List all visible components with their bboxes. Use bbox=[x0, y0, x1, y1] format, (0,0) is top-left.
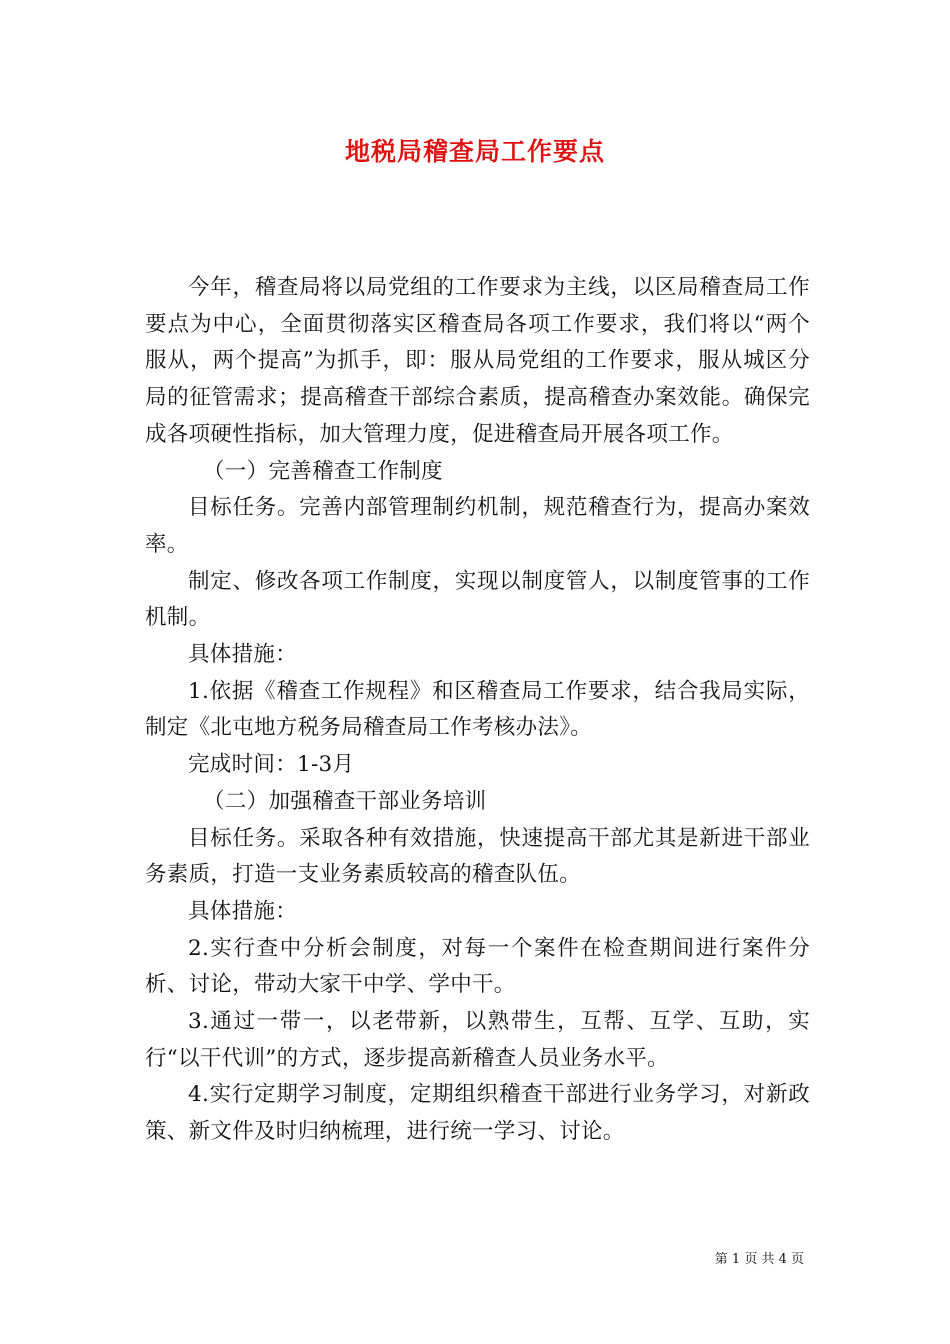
document-body bbox=[145, 270, 810, 1151]
page-number: 第 1 页 共 4 页 bbox=[714, 1252, 804, 1267]
intro-paragraph: 今年，稽查局将以局党组的工作要求为主线，以区局稽查局工作要点为中心，全面贯彻落实区稽查局各项工作要求，我们将以“两个服从，两个提高”为抓手，即：服从局党组的工作要求，服从城区分局的征管需求；提高稽查干部综合素质，提高稽查办案效能。确保完成各项硬性指标，加大管理力度，促进稽查局开展各项工作。 bbox=[145, 275, 810, 447]
measure-item-2: 2.实行查中分析会制度，对每一个案件在检查期间进行案件分析、讨论，带动大家干中学、学中干。 bbox=[145, 935, 810, 998]
measure-item-4: 4.实行定期学习制度，定期组织稽查干部进行业务学习，对新政策、新文件及时归纳梳理，进行统一学习、讨论。 bbox=[145, 1082, 810, 1145]
measures-label: 具体措施： bbox=[188, 642, 298, 668]
document-title: 地税局稽查局工作要点 bbox=[344, 137, 605, 166]
section-heading-2: （二）加强稽查干部业务培训 bbox=[203, 788, 487, 814]
measure-item-1: 1.依据《稽查工作规程》和区稽查局工作要求，结合我局实际，制定《北屯地方税务局稽查局工作考核办法》。 bbox=[145, 678, 810, 741]
measures-label: 具体措施： bbox=[188, 898, 298, 924]
paragraph: 目标任务。完善内部管理制约机制，规范稽查行为，提高办案效率。 bbox=[145, 495, 810, 557]
section-heading-1: （一）完善稽查工作制度 bbox=[203, 458, 443, 484]
completion-time: 完成时间：1-3月 bbox=[188, 752, 355, 778]
paragraph: 目标任务。采取各种有效措施，快速提高干部尤其是新进干部业务素质，打造一支业务素质较高的稽查队伍。 bbox=[145, 825, 810, 888]
paragraph: 制定、修改各项工作制度，实现以制度管人，以制度管事的工作机制。 bbox=[145, 568, 810, 631]
measure-item-3: 3.通过一带一，以老带新，以熟带生，互帮、互学、互助，实行“以干代训”的方式，逐步提高新稽查人员业务水平。 bbox=[145, 1009, 810, 1071]
